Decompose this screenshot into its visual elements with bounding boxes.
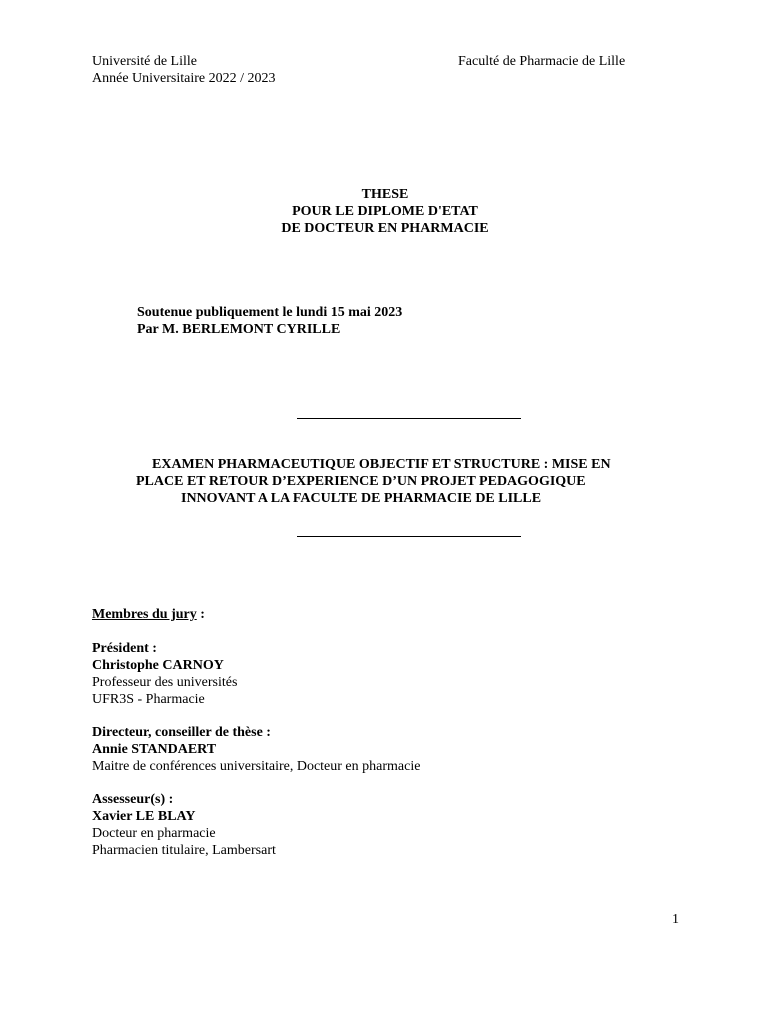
member-name: Xavier LE BLAY [92,809,196,824]
member-role: Président : [92,641,157,656]
faculty-name: Faculté de Pharmacie de Lille [458,54,626,69]
academic-year: Année Universitaire 2022 / 2023 [92,71,276,86]
header-left [92,53,276,87]
member-name: Annie STANDAERT [92,742,217,757]
jury-member-president [92,640,237,708]
member-detail: Pharmacien titulaire, Lambersart [92,843,276,858]
title-line-1: THESE [361,187,409,202]
member-detail: UFR3S - Pharmacie [92,692,205,707]
university-name: Université de Lille [92,54,197,69]
page-number: 1 [672,912,679,927]
header-right [458,53,625,70]
defense-info [137,304,402,338]
jury-heading-text: Membres du jury [92,607,197,622]
title-line-3: DE DOCTEUR EN PHARMACIE [281,221,489,236]
title-line-2: POUR LE DIPLOME D'ETAT [292,204,478,219]
jury-member-directeur [92,724,420,775]
member-detail: Professeur des universités [92,675,238,690]
jury-heading [92,606,205,623]
subject-line-2: PLACE ET RETOUR D’EXPERIENCE D’UN PROJET PEDAGOGIQUE [136,474,586,489]
defense-date: Soutenue publiquement le lundi 15 mai 2023 [137,305,403,320]
author-name: Par M. BERLEMONT CYRILLE [137,322,341,337]
member-role: Directeur, conseiller de thèse : [92,725,271,740]
jury-heading-suffix: : [196,607,205,622]
divider-top [297,418,521,419]
subject-line-1: EXAMEN PHARMACEUTIQUE OBJECTIF ET STRUCTURE : MISE EN [152,457,611,472]
subject-line-3: INNOVANT A LA FACULTE DE PHARMACIE DE LILLE [181,491,542,506]
member-detail: Docteur en pharmacie [92,826,216,841]
jury-member-assesseur [92,791,276,859]
divider-bottom [297,536,521,537]
member-role: Assesseur(s) : [92,792,174,807]
thesis-title [0,186,770,237]
member-detail: Maitre de conférences universitaire, Docteur en pharmacie [92,759,421,774]
member-name: Christophe CARNOY [92,658,224,673]
